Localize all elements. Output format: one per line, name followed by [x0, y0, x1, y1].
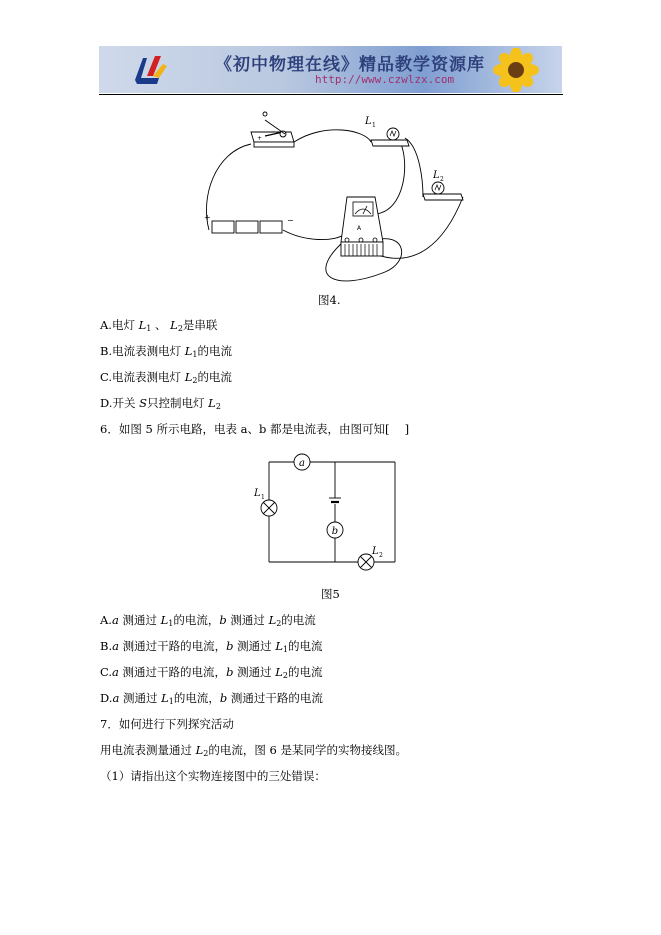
q5-option-c: C.电流表测电灯 $L_2$的电流 — [100, 370, 232, 385]
lamp-l2-component — [423, 170, 463, 200]
logo-icon — [129, 50, 173, 90]
figure4-circuit — [195, 102, 475, 288]
q5-option-b: B.电流表测电灯 $L_1$的电流 — [100, 344, 232, 359]
switch-component — [251, 112, 294, 147]
fig4-label-l1-sub: 1 — [372, 122, 376, 129]
q6-option-c: C.a 测通过干路的电流，b 测通过 $L_2$的电流 — [100, 665, 323, 680]
sunflower-icon — [476, 48, 556, 92]
fig5-label-l2-sub: 2 — [379, 552, 383, 559]
header-url[interactable]: http://www.czwlzx.com — [315, 73, 455, 86]
fig5-label-l1-sub: 1 — [261, 494, 265, 501]
header-rule — [99, 94, 563, 95]
lamp-l1-symbol — [253, 488, 277, 516]
q6-question: 6．如图 5 所示电路，电表 a、b 都是电流表，由图可知[ ] — [100, 422, 410, 436]
figure5-circuit — [250, 452, 410, 577]
fig4-label-l2-sub: 2 — [440, 176, 444, 183]
q5-option-a: A.电灯 $L_1$ 、 $L_2$是串联 — [100, 318, 218, 333]
fig5-label-l1: L — [254, 488, 261, 499]
q5-option-d: D.开关 S只控制电灯 $L_2$ — [100, 396, 221, 411]
fig4-label-l1: L — [365, 116, 372, 127]
figure4-caption: 图4. — [318, 293, 341, 307]
battery-plus: + — [204, 213, 211, 222]
q7-sub1: （1）请指出这个实物连接图中的三处错误： — [100, 769, 326, 783]
header-banner — [99, 46, 562, 93]
meter-a-label: a — [299, 458, 305, 469]
lamp-l2-symbol — [358, 546, 383, 570]
meter-b-symbol — [327, 522, 343, 538]
ammeter-component — [341, 197, 383, 256]
battery-component — [204, 213, 294, 233]
svg-text:+: + — [257, 135, 263, 142]
meter-b-label: b — [331, 526, 339, 537]
fig5-label-l2: L — [372, 546, 379, 557]
meter-a-symbol — [294, 454, 310, 470]
q7-title: 7．如何进行下列探究活动 — [100, 717, 234, 731]
figure5-caption: 图5 — [321, 587, 340, 601]
q7-line1: 用电流表测量通过 $L_2$的电流，图 6 是某同学的实物接线图。 — [100, 743, 408, 758]
battery-minus: − — [287, 216, 294, 225]
q6-option-b: B.a 测通过干路的电流，b 测通过 $L_1$的电流 — [100, 639, 323, 654]
q6-option-d: D.a 测通过 $L_1$的电流，b 测通过干路的电流 — [100, 691, 323, 706]
ammeter-letter: A — [357, 225, 362, 232]
q6-option-a: A.a 测通过 $L_1$的电流，b 测通过 $L_2$的电流 — [100, 613, 316, 628]
fig4-label-l2: L — [433, 170, 440, 181]
header-title: 《初中物理在线》精品教学资源库 — [215, 55, 485, 75]
